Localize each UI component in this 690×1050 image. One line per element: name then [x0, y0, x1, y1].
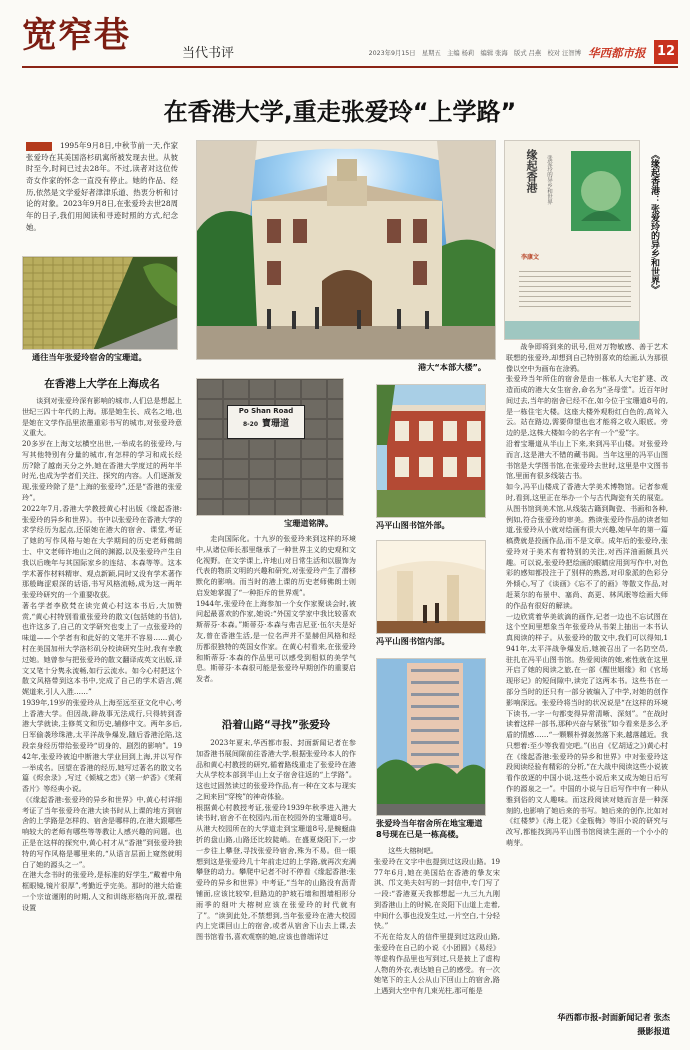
byline-reporter: 华西都市报-封面新闻记者 张杰: [557, 1012, 670, 1022]
photo-po-shan-road-image: [23, 257, 178, 350]
stone-wall-image: [197, 379, 344, 516]
book-cover-art-image: [571, 151, 631, 231]
caption-library-exterior: 冯平山图书馆外部。: [376, 520, 450, 530]
photo-street-sign: [196, 378, 344, 516]
photo-library-exterior: [376, 384, 486, 518]
section-heading-2: 沿着山路“寻找”张爱玲: [221, 719, 331, 731]
book-cover-blurb: [519, 267, 631, 307]
book-cover-subtitle: 张爱玲的异乡和世界: [546, 155, 552, 205]
caption-po-shan-road: 通往当年张爱玲宿舍的宝珊道。: [32, 352, 147, 362]
header-column-name: 当代书评: [182, 46, 235, 61]
caption-library-interior: 冯平山图书馆内部。: [376, 636, 450, 646]
photo-main-building: [196, 140, 496, 360]
photo-main-building-image: [197, 141, 496, 360]
book-cover: [504, 140, 640, 340]
header-section-title: 宽窄巷: [22, 16, 131, 56]
photo-residential-tower-image: [377, 659, 486, 816]
photo-library-exterior-image: [377, 385, 486, 518]
caption-street-sign: 宝珊道铭牌。: [284, 518, 334, 528]
book-caption-text: 《缘起香港：张爱玲的异乡和世界》: [649, 150, 659, 294]
street-sign-plate: [227, 405, 305, 439]
byline-photo: 摄影报道: [637, 1026, 670, 1036]
body-col-2b: 2023年夏末,华西都市报、封面新闻记者在参加香港书展间隙前往香港大学,根据张爱玲本人的作品和黄心村教授的研究,循着路线重走了张爱玲在港大从学校本部到半山上女子宿舍往返的“上学路”。这也过固然读过的张爱玲作品,有一种在文本与现实之间来回“穿梭”的神奇体验。 根据黄心村教授考证,张爱玲1939年秋季进入港大读书时,宿舍不在校园内,而在校园外的宝珊道8号。从港大校园所在的大学道走到宝珊道8号,是蜿蜒曲折的盘山路,山路还比较陡峭。在盛夏烧阳下,一步一步往上攀登,寻找张爱玲宿舍,殊为不易。但一眼想到这是张爱玲几十年前走过的上学路,就再次充满攀登的动力。攀爬中记者不时不停看《缘起香港:张爱玲的异乡和世界》中考证,“当年的山路没有沥青铺面,应该比较窄,但路边的护坡石墙和围墙相形分雨季的细叶大榕树应该在张爱玲的时代就有了”。“读到此处,不禁想到,当年张爱玲在港大校园内上完课回山上的宿舍,或者从宿舍下山去上课,去图书馆看书,喜欢观察的她,应该也曾端详过: [196, 738, 356, 942]
book-cover-author: 李康文: [521, 254, 540, 261]
book-cover-art: [571, 151, 631, 231]
book-cover-title: 缘起香港: [525, 149, 538, 193]
page-number: 12: [654, 40, 678, 64]
body-col-3: 这些大榕树吧。 张爱玲在文字中也提到过这段山路。1977年6月,她在美国给在香港的挚友宋淇、邝文美夫妇写的一封信中,专门写了一段:“香港夏天我都想起一九三九九刚到香港山上的时候,在炎阳下山道上走着,中间什么事也没发生过,一片空白,十分轻快。” 不光在给友人的信件里提到过这段山路,张爱玲在自己的小说《小团圆》《易经》等虚构作品里也写到过,只是披上了虚构人物的外衣,表达她自己的感受。有一次她笔下的主人公从山下回山上的宿舍,路上遇到大空中有几束光柱,那可能是: [374, 846, 500, 996]
book-cover-band: [505, 321, 640, 340]
caption-main-building: 港大“本部大楼”。: [418, 362, 487, 372]
masthead-logo: 华西都市报: [588, 46, 646, 60]
book-caption: [648, 150, 670, 340]
body-col-1: 谈到对张爱玲深有影响的城市,人们总是想起上世纪三四十年代的上海。那是她生长、成名之地,也是她在文学作品里浓墨重彩书写的城市,对张爱玲意义重大。 20多岁在上海文坛横空出世,一举成名的张爱玲,与写其他特别有分量的城市,有怎样的学习和成长经历?除了越南天分之外,她在香港大学度过的两年半时光,也成为学者们关注、探究的内容。人们逐渐发现,张爱玲除了是“上海的张爱玲”,还是“香港的张爱玲”。 2022年7月,香港大学教授黄心村出版《缘起香港:张爱玲的异乡和世界》。书中以张爱玲在香港大学的求学经历为起点,还原她在港大的宿舍、课堂,考证了她的写作风格与她在大学期间的历史老师佛朗士、中文老师许地山之间的渊源,以及张爱玲产生自我以后晚年与其国际家乡的连结、本森等等。这本学术著作材料精审、观点新颖,同时又没有学术著作那般晦涩艰深的话语,书写风格流畅,成为这一两年张爱玲研究的一个重要收获。 著名学者李欧梵在读完黄心村这本书后,大加赞赏,“黄心村特别看重张爱玲的散文(包括她的书信),也许这多了,自己的文学研究也变上了一点张爱玲的味道——个学者有和此好的文笔并不容易……黄心村在美国加州大学洛杉矶分校读研究生时,我有幸教过她。她曾参与把张爱玲的散文翻译成英文出版,译文又笔十分隽永流畅,如行云流水。如今心村把这个散文风格带到这本书中,完成了自己的学术语言,娓娓道来,引人入胜……” 1939年,19岁的张爱玲从上海至远至亚文化中心,考上香港大学。但因战,辟战事无法成行,只得转到香港大学就读,主修英文和历史,辅修中文。两年多后,日军偷袭珍珠港,太平洋战争爆发,随后香港沦陷,这段亲身经历带给张爱玲“切身的、剧烈的影响”。1942年,张爱玲被迫中断港大学业回到上海,并以写作一举成名。回望在香港的经历,她写过著名的散文名篇《烬余录》,写过《倾城之恋》《第一炉香》《茉莉香片》等经典小说。 《《缘起香港:张爱玲的异乡和世界》中,黄心村详细考证了当年张爱玲在港大读书时从上课的地方到宿舍的上学路是怎样的、宿舍是哪样的,在港大跟哪些响较大的老师有哪些等等教让人感兴趣的问题。也正是在这样的探究中,黄心村才从“香港”到张爱玲独特的写作风格是哪里来的,“从语言层面上窥然就明白了她的源头之一”。 在港大念书时的张爱玲,是标准的好学生,“戴着中角框眼镜,镜片很厚”,考勤近乎完美。那时的港大给谁一个宗谊谨刚的时期,人文和训练形格向开放,课程设置: [22, 396, 182, 912]
photo-library-interior: [376, 540, 486, 634]
photo-library-interior-image: [377, 541, 486, 634]
street-sign-en: Po Shan Road: [238, 407, 294, 415]
street-sign-number: 8-20: [242, 421, 258, 428]
lead-paragraph: 1995年9月8日,中秋节前一天,作家张爱玲在其美国洛杉矶寓所被发现去世。从彼时至今,时间已过去28年。不过,读者对这位传奇女作家的怀念一直没有停止。她的作品、经历,依然是文学爱好者津津乐道、热衷分析和讨论的对象。2023年9月8日,在张爱玲去世28周年的日子,我们用阅读和寻迹时照的方式,纪念她。: [26, 141, 178, 232]
header-meta: 2023年9月15日 星期五 主编 杨莉 编辑 张海 版式 吕燕 校对 汪智博: [368, 50, 581, 57]
body-col-4: 战争即将到来的讯号,但对万物敏感、善于艺术联想的张爱玲,却想到自己特别喜欢的绘画,认为那很像以空中为画布在涂鸦。 张爱玲当年所住的宿舍是由一栋私人大宅扩建、改造而成的港大女生宿舍,命名为“圣母堂”。近百年时间过去,当年的宿舍已经不在,如今位于宝珊道8号的,是一栋住宅大楼。这座大楼外观粉红白色的,高耸入云。站在路边,需要仰望也也才能将之收入眼底。旁边的是,这株大楼如今的名字有一个“爱”字。 沿着宝珊道从半山上下来,来到冯平山楼。对张爱玲而言,这是港大不错的藏书阁。当年这里的冯平山图书馆是大学图书馆,在张爱玲去世时,这里是中文图书馆,里面有很多线装古书。 如今,冯平山楼成了香港大学美术博物馆。记者参观时,看到,这里正在举办一个与古代陶瓷有关的展览。从图书馆到美术馆,从线装古籍到陶瓷、书画和各种,例如,符合张爱玲的审美。熟读张爱玲作品的读者知道,张爱玲从小就对绘画有很大兴趣,她早年的第一篇稿费就是投画作品,而不是文章。成年后的张爱玲,张爱玲对于美术有着特别的关注,对西洋油画颇具兴趣。可以说,张爱玲把绘画的眼睛应用到写作中,对色彩的感知都投注于了别样的熟悉,对印象派的色彩分外倾心,写了《谈画》《忘不了的画》等散文作品,对赶莱尔的布景中、塞尚、高更、林风眠等绘画大师的作品有很好的解读。 一边欣赏着华美欲滴的画作,记者一边也不忘试图在这个空间里想象当年张爱玲从书架上抽出一本书认真阅读的样子。从张爱玲的散文中,我们可以得知,1941年,太平洋战争爆发后,她被召出了一名防空员,驻扎在冯平山图书馆。热爱阅读的她,索性就在这里开启了她的阅读之旅,在一部《醒世姻缘》和《官场现形记》的短间隙中,读完了这两本书。这些书在一部分当时的还只有一部分被编入了中学,对她的创作影响深远。张爱玲将当时的状况说是“在这样的环境下读书,一字一句都变得异常清晰、深刻”。“在战时读着这样一部书,那种兴奋与紧张”如今看来是多么矛盾的情感……“一颗颗朴弹轰然落下来,越落越近。我只想着:至少等我看完吧。”(出自《忆胡适之》)黄心村在《缘起香港:张爱玲的异乡和世界》中对张爱玲这段阅读经验有精彩的分析,“在大战中阅读这些小说被看作放逐的中国小说,这些小说后来又成为她日后写作的源泉之一”。中国的小说与日后写作中有一种从雅到俗的文人趣味。而这段阅读对她而言是一种深刻的,也影响了她后来的书写。她后来的创作,比如对《红楼梦》《海上花》《金瓶梅》等旧小说的研究与改写,都能找到冯平山图书馆阅读生涯的一个小小的萌芽。: [506, 342, 668, 847]
street-sign-chinese: 寶珊道: [262, 419, 290, 429]
photo-residential-tower: [376, 658, 486, 816]
section-heading-1: 在香港上大学在上海成名: [44, 378, 160, 390]
photo-po-shan-road: [22, 256, 178, 350]
caption-residential-tower: 张爱玲当年宿舍所在地宝珊道8号现在已是一栋高楼。: [376, 818, 483, 839]
street-sign-zh: [228, 417, 304, 432]
body-col-2: 走向国际化。十九岁的张爱玲来到这样的环境中,从诸位师长那里继承了一种世界主义的史观和文化视野。在文学课上,许地山对日常生活和以服饰为代表的物质文明的兴趣和研究,对张爱玲产生了潜移默化的影响。而当时的港上课的历史老师佛朗士则启发她掌握了“一种拒斥的世界观”。 1944年,张爱玲在上海参加一个女作家聚谈会时,被问起最喜欢的作家,她说:“外国文学家中我比较喜欢斯蒂芬·本森。”斯蒂芬·本森与弗吉尼亚·伍尔夫是好友,曾在香港生活,是一位名声并不显赫但风格和经历都很独特的英国女作家。在黄心村看来,在张爱玲和斯蒂芬·本森的作品里可以感受到相似的美学气息。斯蒂芬·本森很可能是张爱玲早期创作的重要启发者。: [196, 534, 356, 684]
headline: 在香港大学,重走张爱玲“上学路”: [163, 98, 517, 126]
header-rule: [22, 66, 678, 68]
